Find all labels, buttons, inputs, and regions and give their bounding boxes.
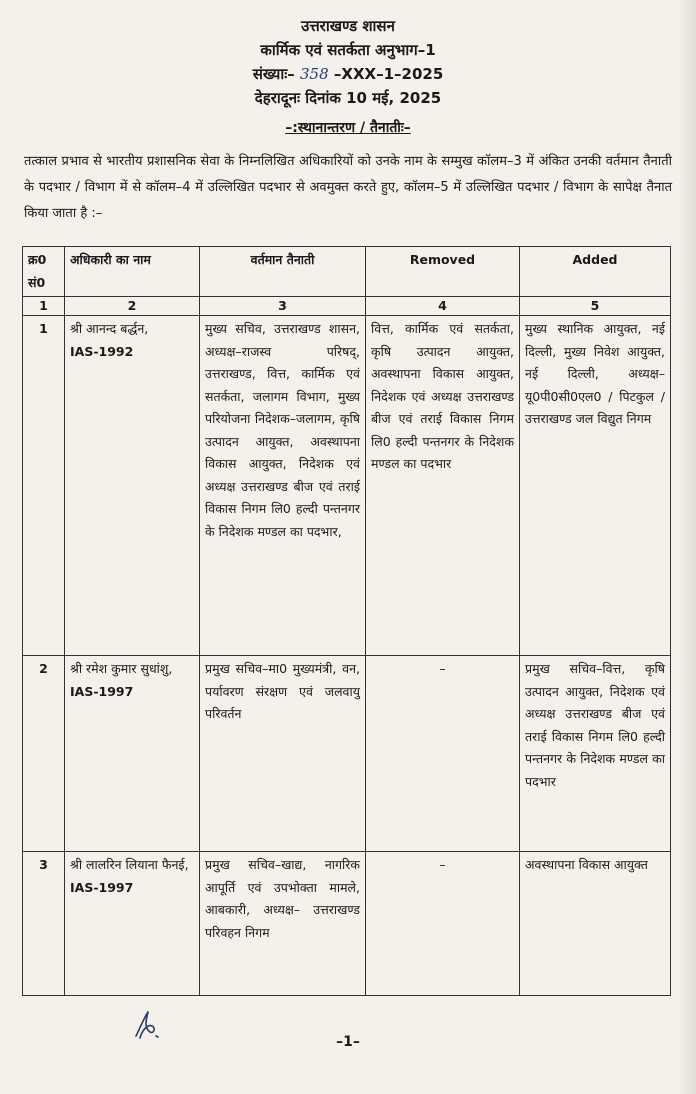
officer-service: IAS-1992: [70, 343, 134, 359]
transfer-table: [22, 246, 671, 996]
row-current-posting: प्रमुख सचिव–खाद्य, नागरिक आपूर्ति एवं उपभोक्ता मामले, आबकारी, अध्यक्ष– उत्तराखण्ड परिवहन निगम: [200, 852, 366, 996]
row-removed: –: [366, 852, 520, 996]
intro-paragraph: तत्काल प्रभाव से भारतीय प्रशासनिक सेवा के निम्नलिखित अधिकारियों को उनके नाम के सम्मुख कॉलम–3 में अंकित उनकी वर्तमान तैनाती के पदभार / विभाग में से कॉलम–4 में उल्लिखित पदभार से अवमुक्त करते हुए, कॉलम–5 में उल्लिखित पदभार / विभाग के सापेक्ष तैनात किया जाता है :–: [24, 154, 672, 221]
order-date: देहरादूनः दिनांक 10 मई, 2025: [254, 89, 442, 107]
subject-heading: –:स्थानान्तरण / तैनातीः–: [285, 120, 411, 136]
column-number-row: [23, 297, 671, 316]
page-number: –1–: [336, 1034, 360, 1050]
department-title: कार्मिक एवं सतर्कता अनुभाग–1: [260, 41, 436, 59]
row-added: अवस्थापना विकास आयुक्त: [520, 852, 671, 996]
row-officer: [65, 852, 200, 996]
row-sn: 2: [23, 656, 65, 852]
colnum-5: 5: [520, 297, 671, 316]
order-number: [0, 62, 696, 86]
officer-service: IAS-1997: [70, 879, 134, 895]
order-number-suffix: –XXX–1–2025: [333, 65, 444, 83]
row-removed: वित्त, कार्मिक एवं सतर्कता, कृषि उत्पादन आयुक्त, अवस्थापना विकास आयुक्त, निदेशक एवं अध्यक्ष उत्तराखण्ड बीज एवं तराई विकास निगम लि0 हल्दी पन्तनगर के निदेशक मण्डल का पदभार: [366, 316, 520, 656]
officer-name: श्री लालरिन लियाना फैनई,: [70, 857, 189, 872]
row-current-posting: मुख्य सचिव, उत्तराखण्ड शासन, अध्यक्ष–राजस्व परिषद्, उत्तराखण्ड, वित्त, कार्मिक एवं सतर्कता, जलागम विभाग, मुख्य परियोजना निदेशक–जलागम, कृषि उत्पादन आयुक्त, अवस्थापना विकास आयुक्त, निदेशक एवं अध्यक्ष उत्तराखण्ड बीज एवं तराई विकास निगम लि0 हल्दी पन्तनगर के निदेशक मण्डल का पदभार,: [200, 316, 366, 656]
officer-service: IAS-1997: [70, 683, 134, 699]
row-removed: –: [366, 656, 520, 852]
table-row: [23, 656, 671, 852]
row-current-posting: प्रमुख सचिव–मा0 मुख्यमंत्री, वन, पर्यावरण संरक्षण एवं जलवायु परिवर्तन: [200, 656, 366, 852]
order-number-prefix: संख्याः–: [252, 65, 295, 83]
table-header-row: [23, 247, 671, 297]
row-added: मुख्य स्थानिक आयुक्त, नई दिल्ली, मुख्य निवेश आयुक्त, नई दिल्ली, अध्यक्ष– यू0पी0सी0एल0 / पिटकुल / उत्तराखण्ड जल विद्युत निगम: [520, 316, 671, 656]
table-row: [23, 852, 671, 996]
row-sn: 3: [23, 852, 65, 996]
colnum-1: 1: [23, 297, 65, 316]
govt-title: उत्तराखण्ड शासन: [301, 17, 395, 35]
row-officer: [65, 316, 200, 656]
row-officer: [65, 656, 200, 852]
colnum-4: 4: [366, 297, 520, 316]
officer-name: श्री आनन्द बर्द्धन,: [70, 321, 149, 336]
order-number-handwritten: 358: [300, 65, 329, 83]
row-added: प्रमुख सचिव–वित्त, कृषि उत्पादन आयुक्त, निदेशक एवं अध्यक्ष उत्तराखण्ड बीज एवं तराई विकास निगम लि0 हल्दी पन्तनगर के निदेशक मण्डल का पदभार: [520, 656, 671, 852]
header-removed: Removed: [366, 247, 520, 297]
page-edge-shadow: [678, 0, 696, 1094]
header-current-posting: वर्तमान तैनाती: [200, 247, 366, 297]
header-officer-name: अधिकारी का नाम: [65, 247, 200, 297]
row-sn: 1: [23, 316, 65, 656]
table-row: [23, 316, 671, 656]
colnum-3: 3: [200, 297, 366, 316]
header-added: Added: [520, 247, 671, 297]
colnum-2: 2: [65, 297, 200, 316]
header-sn: क्र0 सं0: [23, 247, 65, 297]
officer-name: श्री रमेश कुमार सुधांशु,: [70, 661, 173, 676]
